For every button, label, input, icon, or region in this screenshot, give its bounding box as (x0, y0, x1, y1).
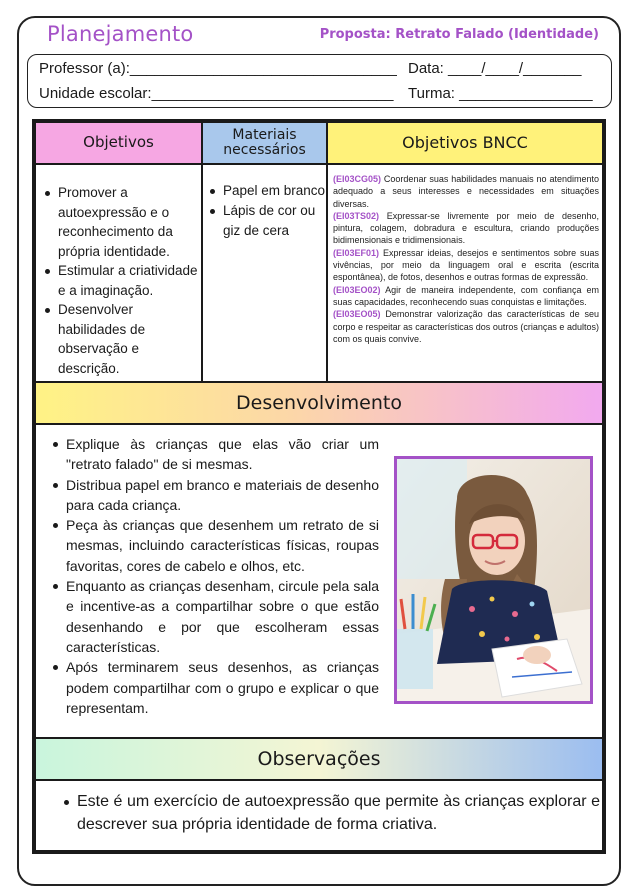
desenvolvimento-cell (35, 424, 603, 738)
list-item: Distribua papel em branco e materiais de desenho para cada criança. (49, 475, 379, 516)
proposal-title: Proposta: Retrato Falado (Identidade) (319, 27, 599, 42)
bncc-description: Expressar ideias, desejos e sentimentos sobre suas vivências, por meio da linguagem oral e escrita (escrita espontânea), de fotos, desenhos e outras formas de expressão. (333, 247, 599, 283)
materiais-list (206, 181, 326, 241)
list-item: Explique às crianças que elas vão criar um "retrato falado" de si mesmas. (49, 434, 379, 475)
bncc-item (333, 173, 599, 210)
bncc-description: Expressar-se livremente por meio de desenho, pintura, colagem, dobradura e escultura, criando produções bidimensionais e tridimensionais. (333, 210, 599, 246)
materiais-header: Materiais necessários (202, 122, 327, 164)
bncc-description: Demonstrar valorização das características de seu corpo e respeitar as características dos outros (crianças e adultos) com os quais convive. (333, 309, 599, 344)
list-item: Estimular a criatividade e a imaginação. (41, 261, 199, 300)
bncc-item (333, 247, 599, 284)
desenvolvimento-list (49, 434, 379, 718)
list-item: Peça às crianças que desenhem um retrato de si mesmas, incluindo características físicas, roupas favoritas, cores de cabelo e olhos, etc. (49, 515, 379, 576)
bncc-header: Objetivos BNCC (327, 122, 603, 164)
turma-field[interactable]: Turma: ________________ (408, 85, 593, 102)
bncc-item (333, 210, 599, 247)
objetivos-list (41, 183, 199, 378)
bncc-cell (327, 164, 603, 382)
bncc-description: Agir de maneira independente, com confiança em suas capacidades, reconhecendo suas conquistas e limitações. (333, 284, 599, 307)
bncc-item (333, 284, 599, 309)
bncc-code: (EI03EO05) (333, 309, 381, 320)
bncc-code: (EI03EF01) (333, 247, 380, 258)
list-item: Lápis de cor ou giz de cera (206, 201, 326, 241)
bncc-item (333, 308, 599, 345)
list-item: Desenvolver habilidades de observação e descrição. (41, 300, 199, 378)
bncc-code: (EI03CG05) (333, 174, 382, 184)
bncc-description: Coordenar suas habilidades manuais no atendimento adequado a seus interesses e necessidades em situações diversas. (333, 174, 599, 209)
bncc-code: (EI03TS02) (333, 210, 380, 221)
objetivos-cell (35, 164, 202, 382)
unidade-field[interactable]: Unidade escolar:_____________________________ (39, 85, 394, 102)
date-field[interactable]: Data: ____/____/_______ (408, 60, 582, 77)
planning-table (32, 119, 606, 854)
bncc-code: (EI03EO02) (333, 284, 381, 295)
professor-field[interactable]: Professor (a):________________________________ (39, 60, 397, 77)
page-title: Planejamento (47, 22, 194, 46)
teacher-info-box (27, 54, 612, 108)
list-item: Papel em branco (206, 181, 326, 201)
list-item: Após terminarem seus desenhos, as crianças podem compartilhar com o grupo e explicar o que representam. (49, 657, 379, 718)
list-item: Enquanto as crianças desenham, circule pela sala e incentive-as a compartilhar sobre o que estão desenhando e por que escolheram essas características. (49, 576, 379, 657)
child-drawing-photo (394, 456, 593, 704)
observacoes-list (60, 790, 600, 836)
list-item: Promover a autoexpressão e o reconhecimento da própria identidade. (41, 183, 199, 261)
observacoes-header: Observações (35, 738, 603, 780)
bncc-list (333, 173, 599, 345)
list-item: Este é um exercício de autoexpressão que permite às crianças explorar e descrever sua própria identidade de forma criativa. (60, 790, 600, 836)
materiais-cell (202, 164, 327, 382)
objetivos-header: Objetivos (35, 122, 202, 164)
desenvolvimento-header: Desenvolvimento (35, 382, 603, 424)
observacoes-cell (35, 780, 603, 851)
